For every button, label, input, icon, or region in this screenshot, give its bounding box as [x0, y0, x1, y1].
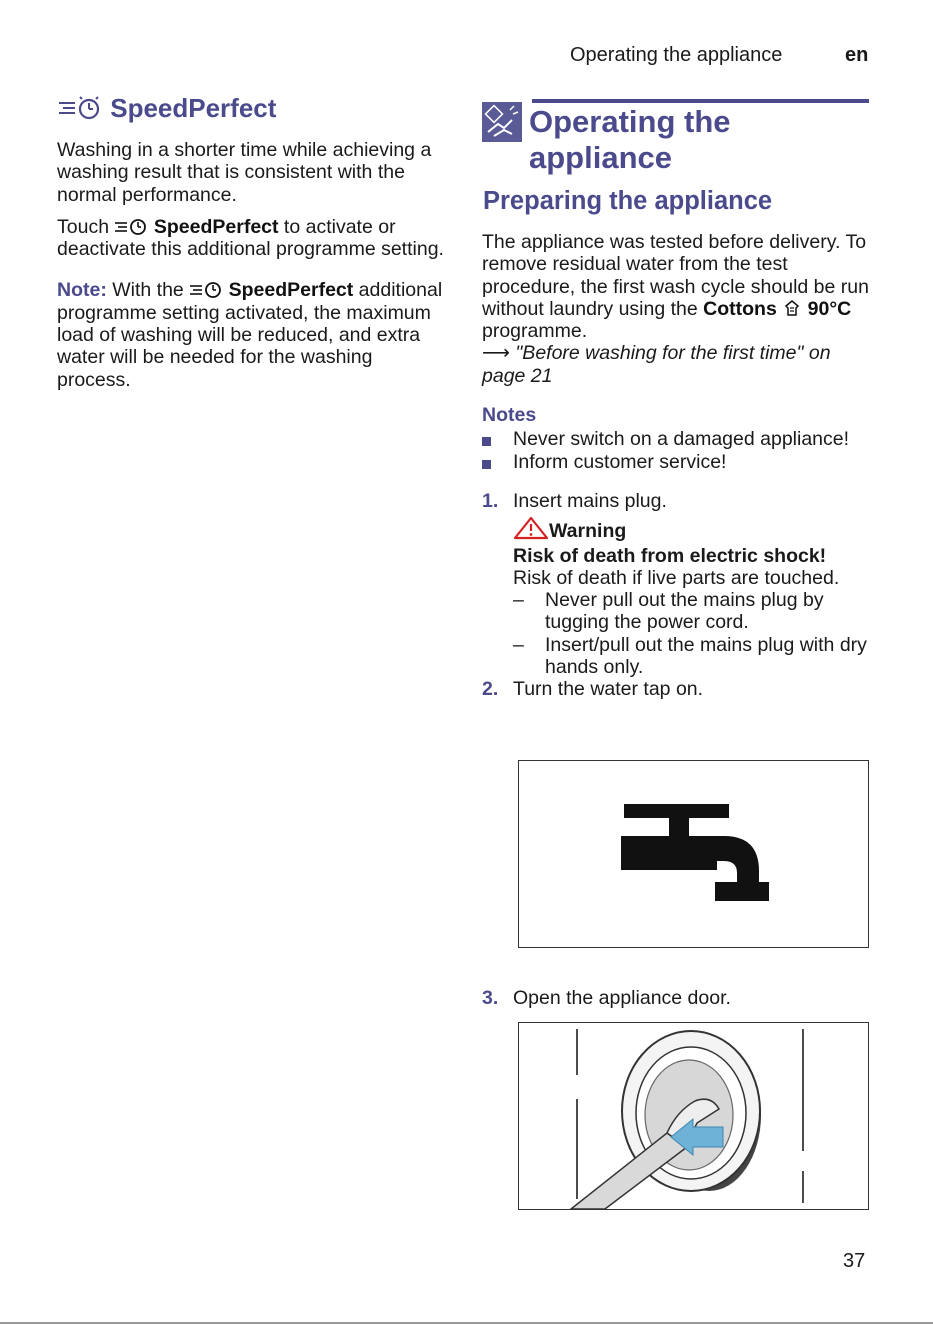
list-item [482, 428, 870, 450]
step-2 [482, 678, 870, 700]
speedperfect-bold: SpeedPerfect [153, 215, 279, 238]
warning-item-text: Insert/pull out the mains plug with dry hands only. [545, 633, 867, 679]
warning-triangle-icon [513, 516, 549, 540]
warning-item [513, 589, 870, 634]
note-label: Note: [57, 279, 107, 302]
instruction-suffix: to activate or deactivate this additional programme setting. [57, 215, 444, 261]
warning-heading: Risk of death from electric shock! [513, 544, 827, 567]
temperature-label: 90°C [807, 297, 852, 320]
bullet-icon [482, 437, 491, 446]
step-text: Open the appliance door. [513, 987, 731, 1009]
warning-title [513, 516, 870, 542]
chapter-rule [532, 99, 869, 103]
note-bold: SpeedPerfect [228, 279, 354, 302]
speedperfect-title: SpeedPerfect [110, 93, 277, 123]
note-item-text: Inform customer service! [513, 450, 727, 473]
speedperfect-icon [114, 216, 148, 236]
left-column [57, 139, 447, 391]
step-text: Insert mains plug. [513, 489, 667, 512]
water-tap-illustration [518, 760, 869, 948]
language-code: en [845, 44, 869, 66]
chapter-title-line-2: appliance [529, 140, 672, 175]
dash-icon: – [513, 633, 524, 656]
speedperfect-instruction [57, 216, 447, 261]
speedperfect-description: Washing in a shorter time while achieving a washing result that is consistent with the normal performance. [57, 139, 432, 206]
dash-icon: – [513, 589, 524, 612]
reference-arrow: ⟶ [482, 342, 510, 365]
warning-label: Warning [549, 520, 627, 543]
programme-text: programme. [482, 320, 588, 343]
step-text: Turn the water tap on. [513, 678, 704, 701]
speedperfect-note [57, 279, 447, 390]
notes-list [482, 428, 870, 473]
door-illustration [518, 1022, 869, 1210]
door-opening-icon [519, 1023, 868, 1209]
warning-text: Risk of death if live parts are touched. [513, 566, 840, 589]
note-prefix: With the [106, 279, 190, 302]
step-number: 3. [482, 987, 499, 1009]
cottons-icon [782, 298, 802, 318]
step-3 [482, 987, 901, 1009]
intro-paragraph [482, 231, 870, 342]
chapter-title-line-1: Operating the [529, 104, 731, 139]
section-subtitle: Preparing the appliance [483, 187, 773, 215]
step-1 [482, 490, 870, 678]
bullet-icon [482, 460, 491, 469]
page-number: 37 [843, 1250, 866, 1272]
note-suffix: additional programme setting activated, the maximum load of washing will be reduced, and extra water will be needed for the washing process. [57, 279, 443, 391]
speedperfect-icon [189, 279, 223, 299]
list-item [482, 451, 870, 473]
reference-text[interactable]: "Before washing for the first time" on page 21 [482, 342, 831, 387]
chapter-hands-icon [482, 102, 522, 142]
chapter-title [529, 104, 731, 176]
running-header: Operating the appliance [570, 44, 783, 66]
note-item-text: Never switch on a damaged appliance! [513, 428, 850, 451]
intro-text: The appliance was tested before delivery. To remove residual water from the test procedure, the first wash cycle should be run without laundry using the [482, 231, 869, 320]
speedperfect-icon [57, 94, 103, 120]
step-number: 2. [482, 678, 499, 701]
notes-heading: Notes [482, 404, 537, 427]
step-number: 1. [482, 489, 499, 512]
warning-item [513, 634, 870, 679]
water-tap-icon [519, 761, 868, 947]
cross-reference[interactable] [482, 342, 870, 387]
right-column [482, 231, 870, 701]
cottons-label: Cottons [703, 297, 777, 320]
warning-item-text: Never pull out the mains plug by tugging the power cord. [545, 589, 824, 634]
speedperfect-heading [57, 93, 276, 124]
instruction-prefix: Touch [57, 215, 115, 238]
